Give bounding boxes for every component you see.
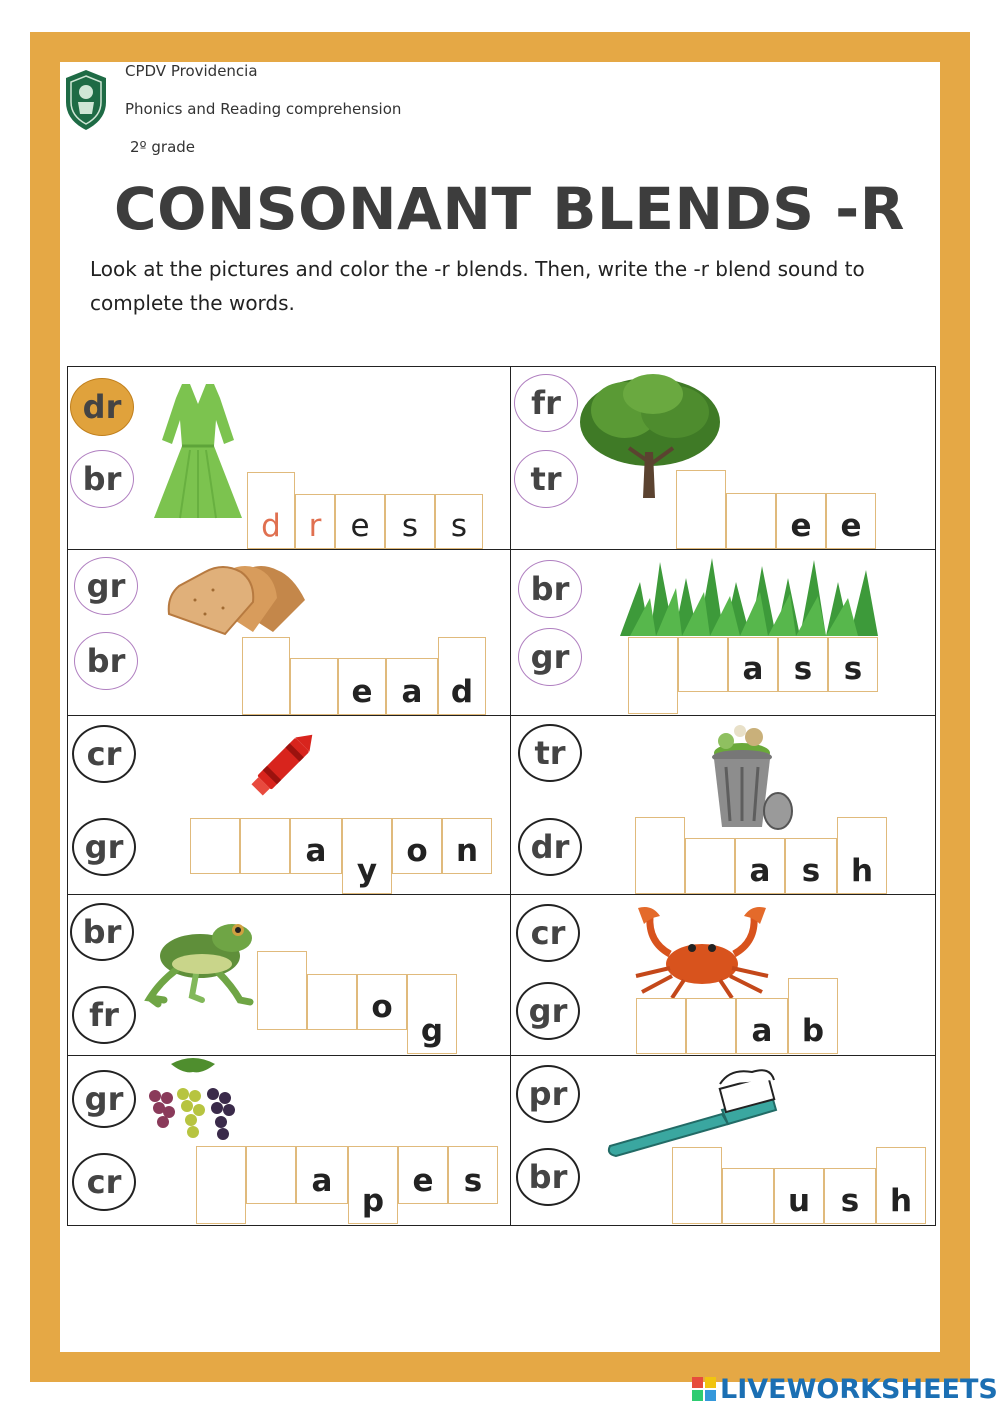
- letter-box-input[interactable]: [722, 1168, 774, 1224]
- dress-icon: [150, 380, 246, 527]
- letter-box-input[interactable]: [196, 1146, 246, 1224]
- letter-box: d: [438, 637, 486, 715]
- blend-option-br[interactable]: br: [70, 450, 134, 508]
- trash-can-icon: [704, 723, 794, 838]
- grapes-icon: [143, 1054, 243, 1153]
- letter-box: s: [778, 637, 828, 692]
- blend-option-tr[interactable]: tr: [518, 724, 582, 782]
- letter-box-input[interactable]: [628, 637, 678, 714]
- letter-box: a: [296, 1146, 348, 1204]
- crayon-icon: [242, 722, 326, 809]
- blend-option-br[interactable]: br: [518, 560, 582, 618]
- letter-box: a: [728, 637, 778, 692]
- letter-box: a: [386, 658, 438, 715]
- school-name: CPDV Providencia: [125, 62, 258, 80]
- grid-divider: [67, 715, 936, 716]
- letter-box-input[interactable]: r: [295, 494, 335, 549]
- letter-box: p: [348, 1146, 398, 1224]
- letter-box-input[interactable]: [636, 998, 686, 1054]
- school-logo: [62, 68, 110, 132]
- letter-box: e: [826, 493, 876, 549]
- letter-box-input[interactable]: [726, 493, 776, 549]
- frog-icon: [140, 912, 258, 1013]
- letter-box-input[interactable]: [257, 951, 307, 1030]
- grass-icon: [620, 552, 878, 641]
- letter-box: o: [357, 974, 407, 1030]
- liveworksheets-logo[interactable]: [692, 1372, 998, 1406]
- letter-box-input[interactable]: [686, 998, 736, 1054]
- blend-option-gr[interactable]: gr: [516, 982, 580, 1040]
- letter-box-input[interactable]: [678, 637, 728, 692]
- blend-option-br[interactable]: br: [516, 1148, 580, 1206]
- blend-option-dr[interactable]: dr: [70, 378, 134, 436]
- letter-box: e: [338, 658, 386, 715]
- letter-box: e: [776, 493, 826, 549]
- letter-box: s: [385, 494, 435, 549]
- blend-option-fr[interactable]: fr: [72, 986, 136, 1044]
- letter-box: a: [736, 998, 788, 1054]
- crab-icon: [628, 902, 776, 1005]
- grid-divider: [67, 894, 936, 895]
- letter-box: e: [398, 1146, 448, 1204]
- letter-box-input[interactable]: d: [247, 472, 295, 549]
- blend-option-gr[interactable]: gr: [518, 628, 582, 686]
- letter-box: o: [392, 818, 442, 874]
- letter-box: b: [788, 978, 838, 1054]
- page-title: CONSONANT BLENDS -R: [114, 175, 905, 243]
- blend-option-fr[interactable]: fr: [514, 374, 578, 432]
- letter-box: s: [448, 1146, 498, 1204]
- letter-box-input[interactable]: [246, 1146, 296, 1204]
- letter-box-input[interactable]: [685, 838, 735, 894]
- blend-option-tr[interactable]: tr: [514, 450, 578, 508]
- blend-option-dr[interactable]: dr: [518, 818, 582, 876]
- grid-divider: [67, 549, 936, 550]
- letter-box: a: [290, 818, 342, 874]
- letter-box-input[interactable]: [672, 1147, 722, 1224]
- blend-option-pr[interactable]: pr: [516, 1065, 580, 1123]
- blend-option-gr[interactable]: gr: [72, 818, 136, 876]
- letter-box: a: [735, 838, 785, 894]
- liveworksheets-icon: [692, 1377, 716, 1401]
- subject-name: Phonics and Reading comprehension: [125, 100, 402, 118]
- letter-box: y: [342, 818, 392, 894]
- letter-box: s: [828, 637, 878, 692]
- letter-box-input[interactable]: [307, 974, 357, 1030]
- letter-box: s: [435, 494, 483, 549]
- blend-option-gr[interactable]: gr: [72, 1070, 136, 1128]
- letter-box: g: [407, 974, 457, 1054]
- letter-box-input[interactable]: [240, 818, 290, 874]
- blend-option-cr[interactable]: cr: [72, 725, 136, 783]
- letter-box: h: [876, 1147, 926, 1224]
- letter-box: n: [442, 818, 492, 874]
- letter-box: u: [774, 1168, 824, 1224]
- letter-box-input[interactable]: [290, 658, 338, 715]
- grid-divider: [510, 366, 511, 1226]
- blend-option-gr[interactable]: gr: [74, 557, 138, 615]
- blend-option-br[interactable]: br: [74, 632, 138, 690]
- bread-icon: [165, 560, 310, 645]
- blend-option-cr[interactable]: cr: [516, 904, 580, 962]
- letter-box-input[interactable]: [190, 818, 240, 874]
- grade-label: 2º grade: [130, 138, 196, 156]
- letter-box: e: [335, 494, 385, 549]
- letter-box: s: [785, 838, 837, 894]
- instructions: Look at the pictures and color the -r blends. Then, write the -r blend sound to complete the words.: [90, 257, 865, 315]
- letter-box-input[interactable]: [676, 470, 726, 549]
- letter-box: s: [824, 1168, 876, 1224]
- blend-option-cr[interactable]: cr: [72, 1153, 136, 1211]
- letter-box-input[interactable]: [635, 817, 685, 894]
- liveworksheets-brand: LIVEWORKSHEETS: [720, 1373, 998, 1405]
- blend-option-br[interactable]: br: [70, 903, 134, 961]
- letter-box-input[interactable]: [242, 637, 290, 715]
- letter-box: h: [837, 817, 887, 894]
